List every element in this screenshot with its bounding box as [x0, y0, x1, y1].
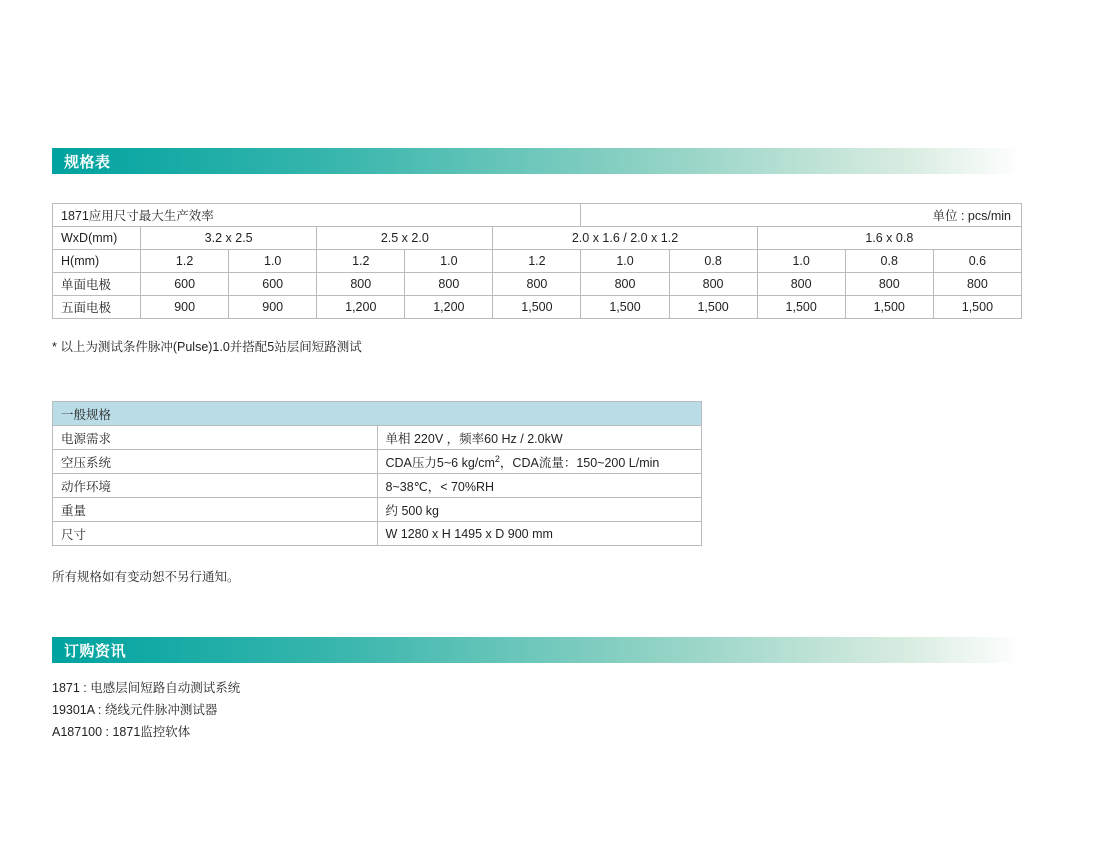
- cell: 1,200: [405, 296, 493, 319]
- cell: 800: [581, 273, 669, 296]
- cell: 800: [933, 273, 1021, 296]
- general-spec-table: [52, 401, 702, 546]
- efficiency-table: [52, 203, 1022, 319]
- general-spec-note: 所有规格如有变动恕不另行通知。: [52, 570, 240, 584]
- cell: 0.8: [845, 250, 933, 273]
- spec-label-env: 动作环境: [53, 474, 378, 498]
- table-row: [53, 474, 702, 498]
- cell: 1,500: [581, 296, 669, 319]
- table-row: [53, 402, 702, 426]
- spec-value-air-pre: CDA压力5~6 kg/cm: [385, 455, 495, 470]
- cell: 1.0: [581, 250, 669, 273]
- cell: 0.8: [669, 250, 757, 273]
- cell: 600: [141, 273, 229, 296]
- cell: 800: [845, 273, 933, 296]
- list-item: 19301A : 绕线元件脉冲测试器: [52, 703, 218, 717]
- cell: 1,500: [493, 296, 581, 319]
- table-row: [53, 227, 1022, 250]
- section-header-order: [52, 637, 1022, 663]
- row-label-wxd: WxD(mm): [53, 227, 141, 250]
- spec-label-weight: 重量: [53, 498, 378, 522]
- spec-value-air: [377, 450, 702, 474]
- efficiency-unit: 单位 : pcs/min: [581, 204, 1022, 227]
- cell: 0.6: [933, 250, 1021, 273]
- list-item: 1871 : 电感层间短路自动测试系统: [52, 681, 241, 695]
- row-label-single: 单面电极: [53, 273, 141, 296]
- row-label-five: 五面电极: [53, 296, 141, 319]
- spec-label-dimension: 尺寸: [53, 522, 378, 546]
- table-row: [53, 450, 702, 474]
- spec-value-air-post: ，CDA流量：150~200 L/min: [499, 455, 660, 470]
- cell: 1,500: [669, 296, 757, 319]
- efficiency-note: * 以上为测试条件脉冲(Pulse)1.0并搭配5站层间短路测试: [52, 340, 362, 354]
- spec-value-power: 单相 220V ，频率60 Hz / 2.0kW: [377, 426, 702, 450]
- wxd-group-1: 3.2 x 2.5: [141, 227, 317, 250]
- cell: 800: [405, 273, 493, 296]
- cell: 800: [757, 273, 845, 296]
- cell: 1,200: [317, 296, 405, 319]
- table-row: [53, 522, 702, 546]
- cell: 1,500: [845, 296, 933, 319]
- general-spec-header: 一般规格: [53, 402, 702, 426]
- spec-label-power: 电源需求: [53, 426, 378, 450]
- ordering-list: [52, 677, 240, 743]
- cell: 1,500: [757, 296, 845, 319]
- spec-value-env: 8~38℃，< 70%RH: [377, 474, 702, 498]
- table-row: [53, 250, 1022, 273]
- cell: 1.2: [141, 250, 229, 273]
- row-label-h: H(mm): [53, 250, 141, 273]
- spec-value-dimension: W 1280 x H 1495 x D 900 mm: [377, 522, 702, 546]
- wxd-group-2: 2.5 x 2.0: [317, 227, 493, 250]
- list-item: A187100 : 1871监控软体: [52, 725, 191, 739]
- table-row: [53, 204, 1022, 227]
- cell: 800: [493, 273, 581, 296]
- cell: 1.0: [229, 250, 317, 273]
- table-row: [53, 296, 1022, 319]
- section-header-spec: [52, 148, 1022, 174]
- section-title-spec: 规格表: [64, 153, 111, 171]
- cell: 800: [317, 273, 405, 296]
- section-title-order: 订购资讯: [64, 642, 127, 660]
- cell: 1,500: [933, 296, 1021, 319]
- cell: 900: [229, 296, 317, 319]
- wxd-group-4: 1.6 x 0.8: [757, 227, 1021, 250]
- table-row: [53, 273, 1022, 296]
- table-row: [53, 426, 702, 450]
- wxd-group-3: 2.0 x 1.6 / 2.0 x 1.2: [493, 227, 757, 250]
- spec-value-weight: 约 500 kg: [377, 498, 702, 522]
- cell: 1.2: [317, 250, 405, 273]
- efficiency-caption: 1871应用尺寸最大生产效率: [53, 204, 581, 227]
- table-row: [53, 498, 702, 522]
- cell: 800: [669, 273, 757, 296]
- cell: 1.0: [757, 250, 845, 273]
- spec-value-air-sup: 2: [494, 453, 500, 464]
- spec-label-air: 空压系统: [53, 450, 378, 474]
- cell: 600: [229, 273, 317, 296]
- cell: 900: [141, 296, 229, 319]
- cell: 1.2: [493, 250, 581, 273]
- cell: 1.0: [405, 250, 493, 273]
